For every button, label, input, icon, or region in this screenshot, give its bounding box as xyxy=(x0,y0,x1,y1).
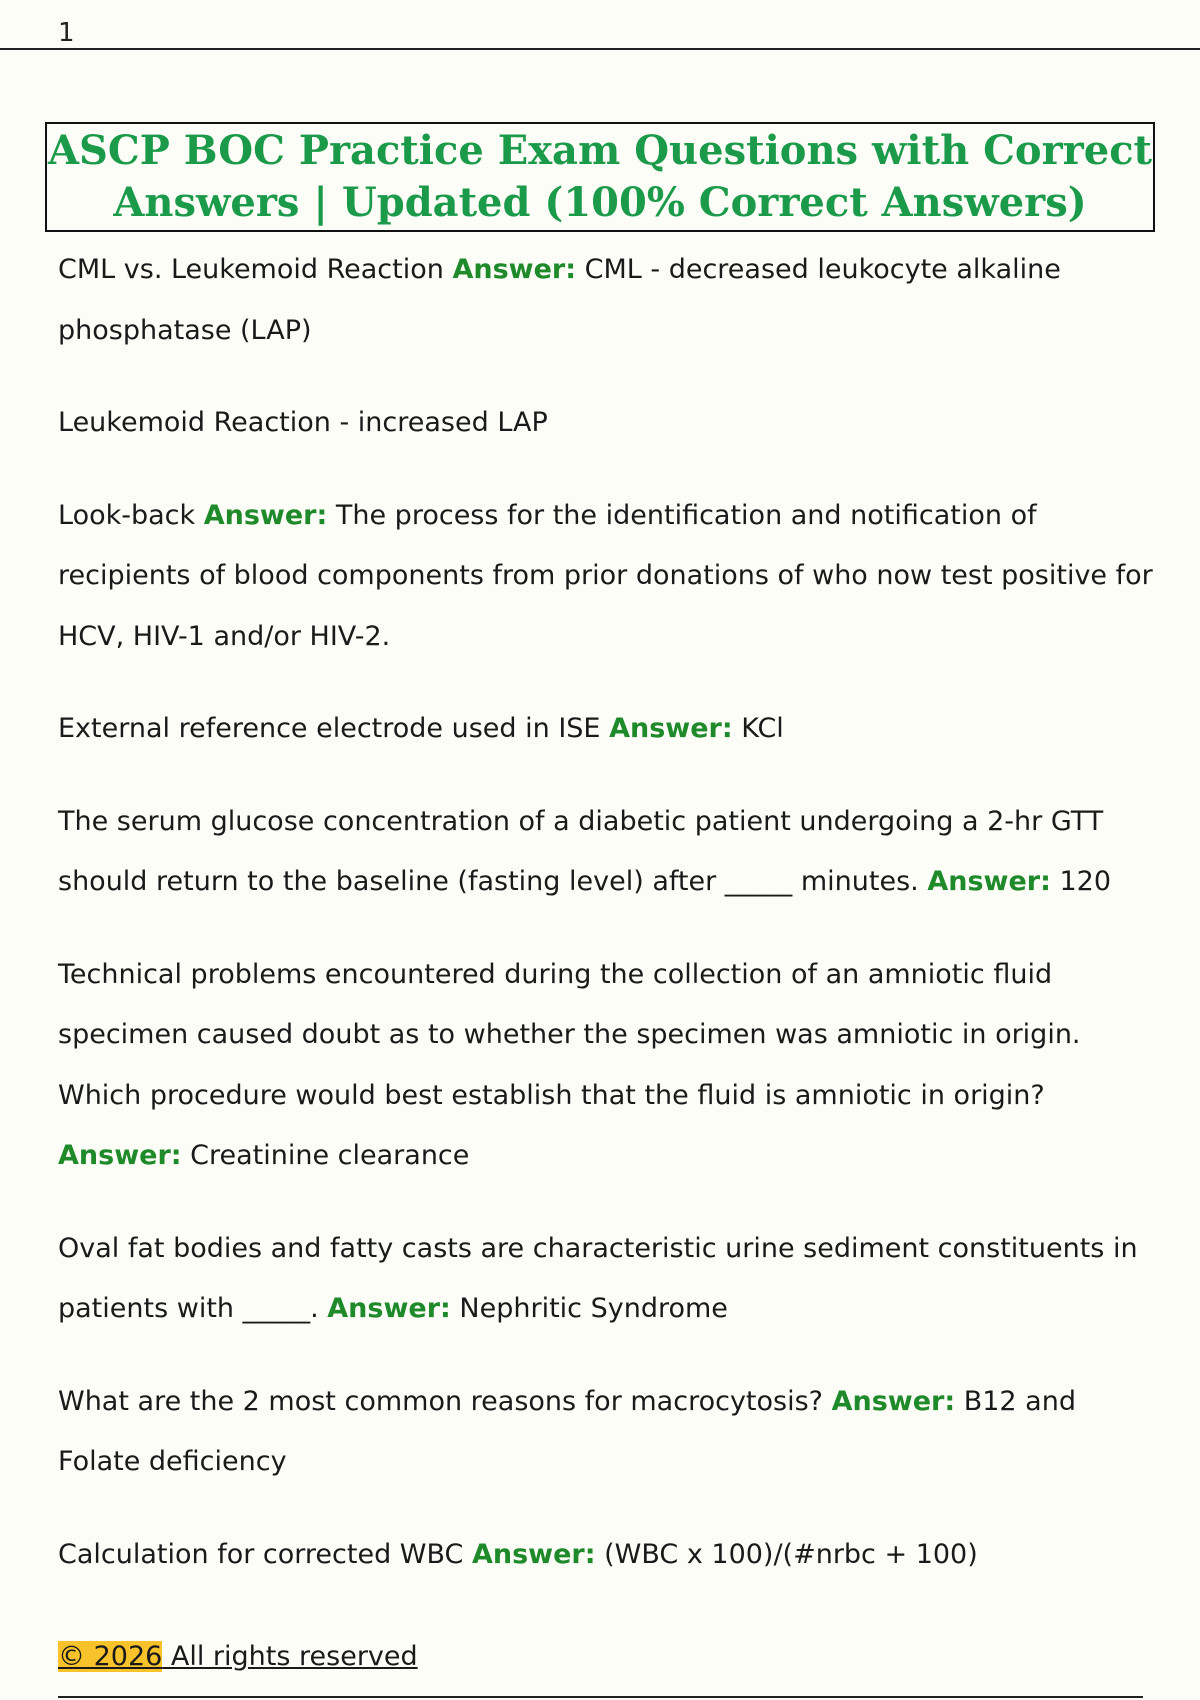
qa-item-6 xyxy=(58,1219,1158,1340)
answer-label: Answer: xyxy=(471,1538,596,1570)
answer-text: Creatinine clearance xyxy=(181,1140,470,1171)
answer-text: B12 and Folate deficiency xyxy=(58,1385,1076,1477)
question-text: What are the 2 most common reasons for macrocytosis? xyxy=(58,1385,832,1417)
question-text: Look-back xyxy=(58,499,204,531)
qa-item-4 xyxy=(58,792,1158,913)
footer-rule xyxy=(58,1696,1143,1698)
answer-label: Answer: xyxy=(58,1140,182,1171)
qa-item-5 xyxy=(58,945,1158,1187)
qa-item-7 xyxy=(58,1372,1158,1493)
title-line-2: Answers | Updated (100% Correct Answers) xyxy=(113,179,1087,226)
title-line-1: ASCP BOC Practice Exam Questions with Correct xyxy=(47,127,1153,174)
answer-text: Nephritic Syndrome xyxy=(450,1293,728,1324)
question-text: CML vs. Leukemoid Reaction xyxy=(58,254,453,285)
question-text: Oval fat bodies and fatty casts are characteristic urine sediment constituents in patients with _____. xyxy=(58,1232,1138,1324)
qa-item-2 xyxy=(58,486,1158,668)
question-text: Technical problems encountered during the collection of an amniotic fluid specimen caused doubt as to whether the specimen was amniotic in origin. Which procedure would best establish that the fluid is amniotic in origin? xyxy=(58,958,1081,1111)
answer-label: Answer: xyxy=(831,1385,956,1417)
answer-text: Leukemoid Reaction - increased LAP xyxy=(58,407,548,438)
answer-label: Answer: xyxy=(203,499,328,531)
question-text: External reference electrode used in ISE xyxy=(58,713,610,744)
title-box xyxy=(45,122,1155,232)
qa-item-3 xyxy=(58,699,1158,760)
answer-text: KCl xyxy=(732,713,784,744)
answer-label: Answer: xyxy=(452,254,577,285)
answer-text: The process for the identification and notification of recipients of blood components from prior donations of who now test positive for HCV, HIV-1 and/or HIV-2. xyxy=(58,499,1153,652)
answer-text: 120 xyxy=(1050,866,1112,897)
page-number: 1 xyxy=(58,18,75,48)
answer-text: CML - decreased leukocyte alkaline phosphatase (LAP) xyxy=(58,254,1061,346)
copyright-text: All rights reserved xyxy=(162,1641,418,1672)
qa-item-1 xyxy=(58,240,1158,361)
answer-label: Answer: xyxy=(327,1293,451,1324)
copyright-footer xyxy=(58,1637,418,1677)
qa-item-8 xyxy=(58,1525,1158,1586)
question-text: The serum glucose concentration of a diabetic patient undergoing a 2-hr GTT should return to the baseline (fasting level) after _____ minutes. xyxy=(58,805,1104,897)
answer-label: Answer: xyxy=(609,713,733,744)
question-text: Calculation for corrected WBC xyxy=(58,1538,472,1570)
answer-label: Answer: xyxy=(927,866,1051,897)
answer-text: (WBC x 100)/(#nrbc + 100) xyxy=(595,1538,978,1570)
qa-item-1-continuation xyxy=(58,393,1158,454)
copyright-year: © 2026 xyxy=(58,1641,163,1672)
qa-content xyxy=(58,240,1158,1617)
header-rule xyxy=(0,48,1200,50)
